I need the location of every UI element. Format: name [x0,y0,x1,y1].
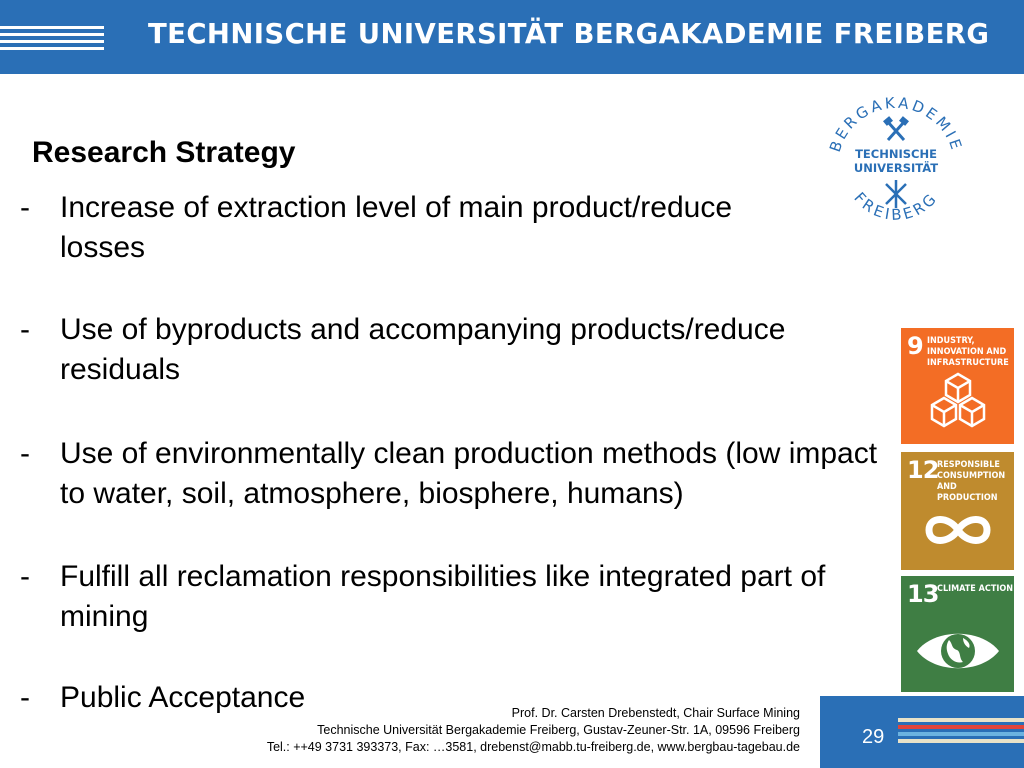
university-seal-icon [816,86,976,246]
sdg-tile-13 [901,576,1014,692]
svg-text:BERGAKADEMIE [826,94,966,155]
footer-line-author: Prof. Dr. Carsten Drebenstedt, Chair Surface Mining [511,706,800,720]
sdg-number: 13 [907,580,939,608]
seal-ring-bottom: FREIBERG [850,188,942,224]
bullet-marker: - [20,191,30,224]
sdg-title: RESPONSIBLE CONSUMPTION AND PRODUCTION [937,460,1006,503]
sdg-tile-12 [901,452,1014,570]
seal-ring-top: BERGAKADEMIE [825,93,967,155]
eye-globe-icon [913,626,1003,676]
stripe [898,732,1024,736]
stripe [898,718,1024,722]
bullet-marker: - [20,313,30,346]
bullet-marker: - [20,681,30,714]
stripe [898,739,1024,743]
page-number-box [820,696,1024,768]
footer-line-address: Technische Universität Bergakademie Freiberg, Gustav-Zeuner-Str. 1A, 09596 Freiberg [317,723,800,737]
bullet-text: Public Acceptance [60,681,306,714]
seal-center-line1: TECHNISCHE [855,147,937,161]
decorative-stripes [898,718,1024,746]
cubes-icon [925,368,991,434]
bullet-marker: - [20,560,30,593]
sdg-number: 12 [907,456,939,484]
footer-contact [267,705,800,756]
university-title: TECHNISCHE UNIVERSITÄT BERGAKADEMIE FREIBERG [148,18,990,50]
bullet-text: Increase of extraction level of main product/reduce losses [60,191,733,264]
header-bar [0,0,1024,74]
sdg-tile-9 [901,328,1014,444]
page-number: 29 [862,726,885,748]
stripe [898,725,1024,729]
bullet-text: Use of environmentally clean production methods (low impact to water, soil, atmosphere, biosphere, humans) [60,437,878,510]
bullet-text: Fulfill all reclamation responsibilities like integrated part of mining [60,560,826,633]
footer-line-contact: Tel.: ++49 3731 393373, Fax: …3581, drebenst@mabb.tu-freiberg.de, www.bergbau-tagebau.de [266,740,800,754]
seal-center-line2: UNIVERSITÄT [853,161,939,175]
infinity-icon [919,510,997,550]
slide-heading: Research Strategy [32,136,296,169]
bullet-text: Use of byproducts and accompanying products/reduce residuals [60,313,786,386]
menu-lines-icon [0,26,104,54]
bullet-marker: - [20,437,30,470]
sdg-title: INDUSTRY, INNOVATION AND INFRASTRUCTURE [927,336,1009,368]
sdg-title: CLIMATE ACTION [937,584,1014,594]
sdg-number: 9 [907,332,923,360]
